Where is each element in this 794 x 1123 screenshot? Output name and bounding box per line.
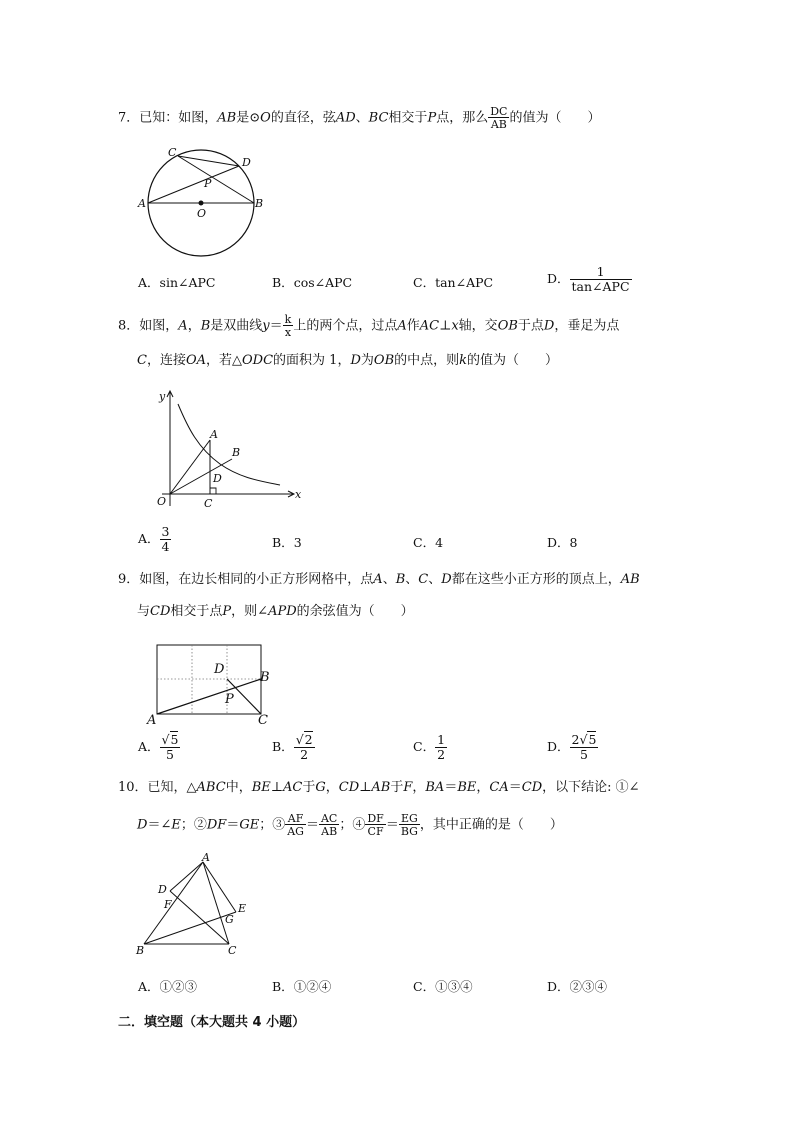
q8-hyperbola bbox=[178, 404, 280, 485]
q7-chord-cd bbox=[178, 156, 239, 166]
q8-figure bbox=[148, 386, 308, 514]
q10-label-e: E bbox=[238, 902, 247, 915]
q9-option-a[interactable]: A． $\frac{√5}{5}$ bbox=[138, 732, 179, 762]
q7-option-a[interactable]: A．sin∠APC bbox=[138, 275, 216, 290]
q10-option-c[interactable]: C．①③④ bbox=[413, 979, 473, 994]
q8-stem-line2: C，连接OA，若△ODC的面积为 1，D为OB的中点，则k的值为（ ） bbox=[137, 353, 559, 368]
q9-grid-border bbox=[157, 645, 261, 714]
q10-label-c: C bbox=[228, 944, 237, 957]
q9-label-c: C bbox=[258, 713, 268, 726]
q10-fraction-af-ag: $\frac{AF}{AG}$ bbox=[287, 812, 304, 838]
section-2-heading: 二．填空题（本大题共 4 小题） bbox=[118, 1015, 306, 1030]
q7-label-c: C bbox=[168, 146, 177, 159]
q10-label-a: A bbox=[202, 851, 210, 864]
q7-label-d: D bbox=[242, 156, 251, 169]
q7-label-a: A bbox=[138, 197, 146, 210]
q10-segment-ad bbox=[170, 862, 203, 891]
q8-option-c[interactable]: C．4 bbox=[413, 535, 444, 550]
q9-option-b[interactable]: B． $\frac{√2}{2}$ bbox=[272, 732, 313, 762]
q10-fraction-ac-ab: $\frac{AC}{AB}$ bbox=[320, 812, 338, 838]
q9-label-a: A bbox=[147, 713, 157, 726]
q10-label-b: B bbox=[136, 944, 145, 957]
q8-label-y: y bbox=[159, 390, 166, 403]
q10-option-d[interactable]: D．②③④ bbox=[547, 979, 608, 994]
q7-stem: 7．已知：如图，AB是⊙O的直径，弦AD、BC相交于P点，那么 $\frac{DC}{AB}$ 的值为（ ） bbox=[118, 105, 601, 131]
q7-option-b[interactable]: B．cos∠APC bbox=[272, 275, 353, 290]
q7-label-p: P bbox=[204, 177, 212, 190]
q9-label-p: P bbox=[225, 692, 234, 707]
q7-center-dot bbox=[199, 201, 204, 206]
q10-fraction-eg-bg: $\frac{EG}{BG}$ bbox=[400, 812, 418, 838]
q8-label-a: A bbox=[210, 428, 218, 441]
q10-segment-ae bbox=[203, 862, 236, 912]
q10-label-g: G bbox=[225, 913, 234, 926]
q8-segment-ob bbox=[170, 459, 232, 494]
q10-label-f: F bbox=[164, 898, 172, 911]
q7-option-d[interactable]: D． $\frac{1}{\text{tan∠APC}}$ bbox=[547, 264, 630, 294]
q10-segment-be bbox=[144, 912, 236, 944]
q10-stem-line2: D＝∠E；②DF＝GE；③ $\frac{AF}{AG}$ ＝ $\frac{AC}{AB}$ ；④ $\frac{DF}{CF}$ ＝ $\frac{EG}{BG}$ ，其中正确的是（ ） bbox=[137, 812, 563, 838]
q9-option-d[interactable]: D． $\frac{2√5}{5}$ bbox=[547, 732, 597, 762]
q8-stem-line1: 8．如图，A，B是双曲线y＝ $\frac{k}{x}$ 上的两个点，过点A作AC⊥x轴，交OB于点D，垂足为点 bbox=[118, 313, 620, 339]
q8-option-b[interactable]: B．3 bbox=[272, 535, 302, 550]
q10-figure bbox=[132, 848, 257, 960]
q7-label-o: O bbox=[197, 207, 207, 220]
q8-label-c: C bbox=[204, 497, 213, 510]
q8-label-d: D bbox=[213, 472, 222, 485]
q10-side-ab bbox=[144, 862, 203, 944]
q10-fraction-df-cf: $\frac{DF}{CF}$ bbox=[367, 812, 384, 838]
q7-chord-ad bbox=[148, 166, 239, 203]
q8-fraction: $\frac{k}{x}$ bbox=[284, 313, 292, 339]
q9-option-c[interactable]: C． $\frac{1}{2}$ bbox=[413, 732, 446, 762]
q8-label-x: x bbox=[295, 488, 302, 501]
q8-label-b: B bbox=[232, 446, 241, 459]
q7-figure bbox=[135, 142, 270, 262]
q8-label-o: O bbox=[157, 495, 167, 508]
q10-stem-line1: 10．已知，△ABC中，BE⊥AC于G，CD⊥AB于F，BA＝BE，CA＝CD，以下结论: ①∠ bbox=[118, 780, 640, 795]
q7-fraction: $\frac{DC}{AB}$ bbox=[490, 105, 508, 131]
q8-right-angle-mark bbox=[210, 488, 216, 494]
q10-option-a[interactable]: A．①②③ bbox=[138, 979, 198, 994]
q7-option-c[interactable]: C．tan∠APC bbox=[413, 275, 494, 290]
q9-stem-line2: 与CD相交于点P，则∠APD的余弦值为（ ） bbox=[137, 604, 414, 619]
q10-label-d: D bbox=[158, 883, 167, 896]
q8-option-d[interactable]: D．8 bbox=[547, 535, 578, 550]
q9-segment-ab bbox=[157, 679, 261, 714]
q9-label-b: B bbox=[260, 670, 270, 685]
q7-label-b: B bbox=[255, 197, 264, 210]
q9-stem-line1: 9．如图，在边长相同的小正方形网格中，点A、B、C、D都在这些小正方形的顶点上，AB bbox=[118, 572, 640, 587]
q9-label-d: D bbox=[214, 662, 225, 677]
q9-figure bbox=[145, 640, 275, 726]
q8-option-a[interactable]: A． $\frac{3}{4}$ bbox=[138, 524, 170, 554]
q8-segment-oa bbox=[170, 440, 210, 494]
q10-option-b[interactable]: B．①②④ bbox=[272, 979, 332, 994]
